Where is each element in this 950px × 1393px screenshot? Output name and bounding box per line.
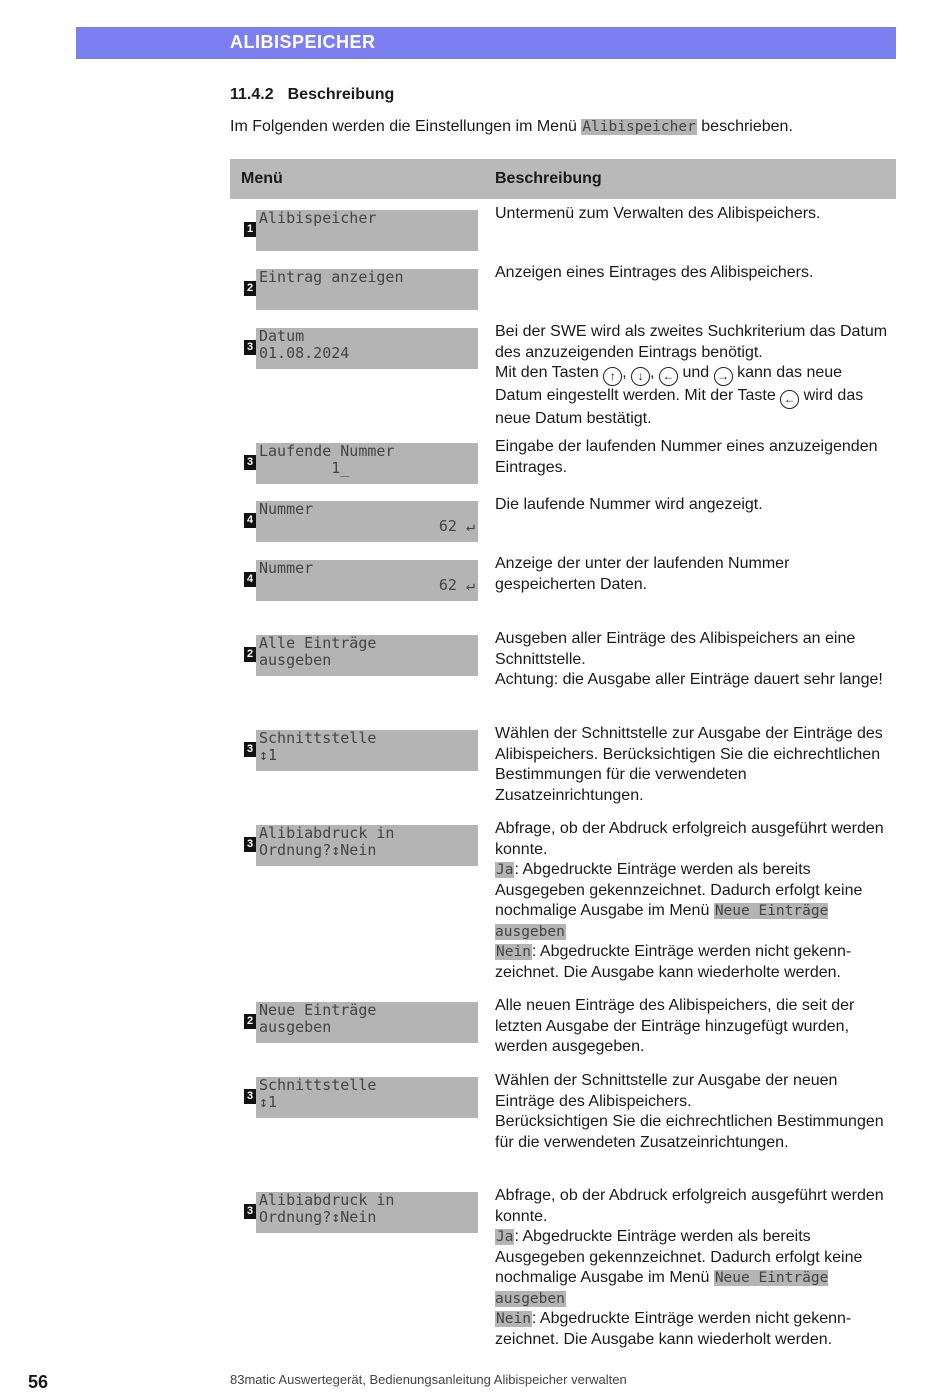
level-marker: 4 [244, 572, 256, 587]
lcd-line-1: Alle Einträge [259, 634, 377, 652]
desc-text: kann das neue Datum eingestellt werden. Mit der Taste [495, 364, 843, 404]
level-marker: 2 [244, 647, 256, 662]
level-marker: 1 [244, 222, 256, 237]
section-heading [230, 86, 394, 104]
lcd-line-1: Neue Einträge [259, 1001, 377, 1019]
lcd-line-2: 1_ [259, 459, 350, 477]
intro-menu-name: Alibispeicher [582, 119, 696, 135]
lcd-line-1: Schnittstelle [259, 729, 377, 747]
lcd-line-2: Ordnung?↕Nein [259, 841, 377, 859]
lcd-display [256, 269, 478, 310]
desc-text: Achtung: die Ausgabe aller Einträge dauert sehr lange! [495, 671, 883, 688]
desc-text: Mit den Tasten [495, 364, 599, 381]
lcd-line-2: ↕1 [259, 746, 278, 764]
desc-text: wird das neue Datum bestätigt. [495, 387, 864, 427]
arrow-right-key-icon: → [714, 367, 733, 386]
level-marker: 3 [244, 837, 256, 852]
description-cell [495, 1071, 891, 1153]
banner-title: ALIBISPEICHER [230, 32, 376, 52]
lcd-line-2: ausgeben [259, 651, 332, 669]
desc-text: Wählen der Schnittstelle zur Ausgabe der neuen Einträge des Alibispeichers. [495, 1072, 838, 1110]
lcd-line-2: ↕1 [259, 1093, 278, 1111]
desc-text: Berücksichtigen Sie die eichrechtlichen Bestimmungen für die verwendeten Zusatzeinrichtungen. [495, 1113, 884, 1151]
section-banner [76, 27, 896, 59]
lcd-line-2: 62 ↵ [438, 517, 475, 535]
level-marker: 4 [244, 513, 256, 528]
desc-text: : Abgedruckte Einträge werden nicht gekenn-zeichnet. Die Ausgabe kann wiederholte werden. [495, 943, 852, 981]
intro-before: Im Folgenden werden die Einstellungen im Menü [230, 118, 577, 135]
menu-reference: Neue Einträge ausgeben [495, 903, 829, 940]
option-ja: Ja [496, 1229, 514, 1245]
desc-text: : Abgedruckte Einträge werden als bereits Ausgegeben gekennzeichnet. Dadurch erfolgt keine nochmalige Ausgabe im Menü [495, 861, 863, 919]
lcd-line-1: Datum [259, 327, 305, 345]
section-title: Beschreibung [287, 86, 395, 103]
description-cell [495, 629, 891, 691]
arrow-down-key-icon: ↓ [631, 367, 650, 386]
description-cell [495, 819, 891, 983]
desc-text: Abfrage, ob der Abdruck erfolgreich ausgeführt werden konnte. [495, 820, 884, 858]
desc-text: : Abgedruckte Einträge werden nicht gekenn-zeichnet. Die Ausgabe kann wiederholt werden. [495, 1310, 852, 1348]
desc-text: : Abgedruckte Einträge werden als bereits Ausgegeben gekennzeichnet. Dadurch erfolgt keine nochmalige Ausgabe im Menü [495, 1228, 863, 1286]
header-description: Beschreibung [495, 170, 602, 187]
description-cell [495, 1186, 891, 1350]
lcd-display [256, 560, 478, 601]
arrow-left-key-icon: ← [659, 367, 678, 386]
description-cell: Anzeige der unter der laufenden Nummer gespeicherten Daten. [495, 555, 790, 593]
lcd-line-2: 01.08.2024 [259, 344, 350, 362]
lcd-line-2: Ordnung?↕Nein [259, 1208, 377, 1226]
enter-key-icon: ← [780, 390, 799, 409]
lcd-line-1: Eintrag anzeigen [259, 268, 404, 286]
lcd-display [256, 210, 478, 251]
description-cell: Eingabe der laufenden Nummer eines anzuzeigenden Eintrages. [495, 438, 878, 476]
lcd-display [256, 730, 478, 771]
lcd-line-1: Alibiabdruck in [259, 824, 395, 842]
lcd-line-1: Alibiabdruck in [259, 1191, 395, 1209]
description-cell: Die laufende Nummer wird angezeigt. [495, 496, 763, 513]
desc-text: Bei der SWE wird als zweites Suchkriterium das Datum des anzuzeigenden Eintrags benötigt. [495, 323, 888, 361]
lcd-display [256, 1002, 478, 1043]
description-cell: Alle neuen Einträge des Alibispeichers, die seit der letzten Ausgabe der Einträge hinzugefügt wurden, werden ausgegeben. [495, 997, 855, 1055]
lcd-line-2: ausgeben [259, 1018, 332, 1036]
header-menu: Menü [241, 170, 283, 187]
lcd-line-1: Nummer [259, 500, 314, 518]
level-marker: 3 [244, 1089, 256, 1104]
desc-text: Abfrage, ob der Abdruck erfolgreich ausgeführt werden konnte. [495, 1187, 884, 1225]
arrow-up-key-icon: ↑ [603, 367, 622, 386]
footer-text: 83matic Auswertegerät, Bedienungsanleitung Alibispeicher verwalten [230, 1372, 627, 1387]
description-cell: Bei der SWE wird als zweites Suchkriterium das Datum des anzuzeigenden Eintrags benötigt. Mit den Tasten ↑ , ↓ , ← und → kann das neue Datum eingestellt werden. Mit der Taste ← wird das neue Datum bestätigt. [495, 323, 888, 427]
lcd-line-2: 62 ↵ [438, 576, 475, 594]
option-nein: Nein [496, 944, 531, 960]
level-marker: 3 [244, 340, 256, 355]
intro-after: beschrieben. [701, 118, 793, 135]
lcd-display [256, 825, 478, 866]
level-marker: 3 [244, 455, 256, 470]
level-marker: 2 [244, 1014, 256, 1029]
description-cell: Wählen der Schnittstelle zur Ausgabe der Einträge des Alibispeichers. Berücksichtigen Sie die eichrechtlichen Bestimmungen für die verwendeten Zusatzeinrichtungen. [495, 725, 883, 804]
level-marker: 3 [244, 742, 256, 757]
lcd-line-1: Alibispeicher [259, 209, 377, 227]
lcd-line-1: Schnittstelle [259, 1076, 377, 1094]
section-number: 11.4.2 [230, 86, 274, 103]
option-ja: Ja [496, 862, 514, 878]
desc-text: und [682, 364, 710, 381]
page-number: 56 [28, 1372, 49, 1392]
menu-reference: Neue Einträge ausgeben [495, 1270, 829, 1307]
intro-text [230, 118, 793, 136]
lcd-display [256, 1192, 478, 1233]
level-marker: 2 [244, 281, 256, 296]
level-marker: 3 [244, 1204, 256, 1219]
desc-text: Ausgeben aller Einträge des Alibispeichers an eine Schnittstelle. [495, 630, 856, 668]
lcd-display [256, 1077, 478, 1118]
lcd-line-1: Nummer [259, 559, 314, 577]
lcd-display [256, 328, 478, 369]
lcd-display [256, 443, 478, 484]
description-cell: Anzeigen eines Eintrages des Alibispeichers. [495, 264, 814, 281]
lcd-display [256, 635, 478, 676]
lcd-line-1: Laufende Nummer [259, 442, 395, 460]
lcd-display [256, 501, 478, 542]
table-header [230, 159, 896, 199]
option-nein: Nein [496, 1311, 531, 1327]
description-cell: Untermenü zum Verwalten des Alibispeichers. [495, 205, 821, 222]
